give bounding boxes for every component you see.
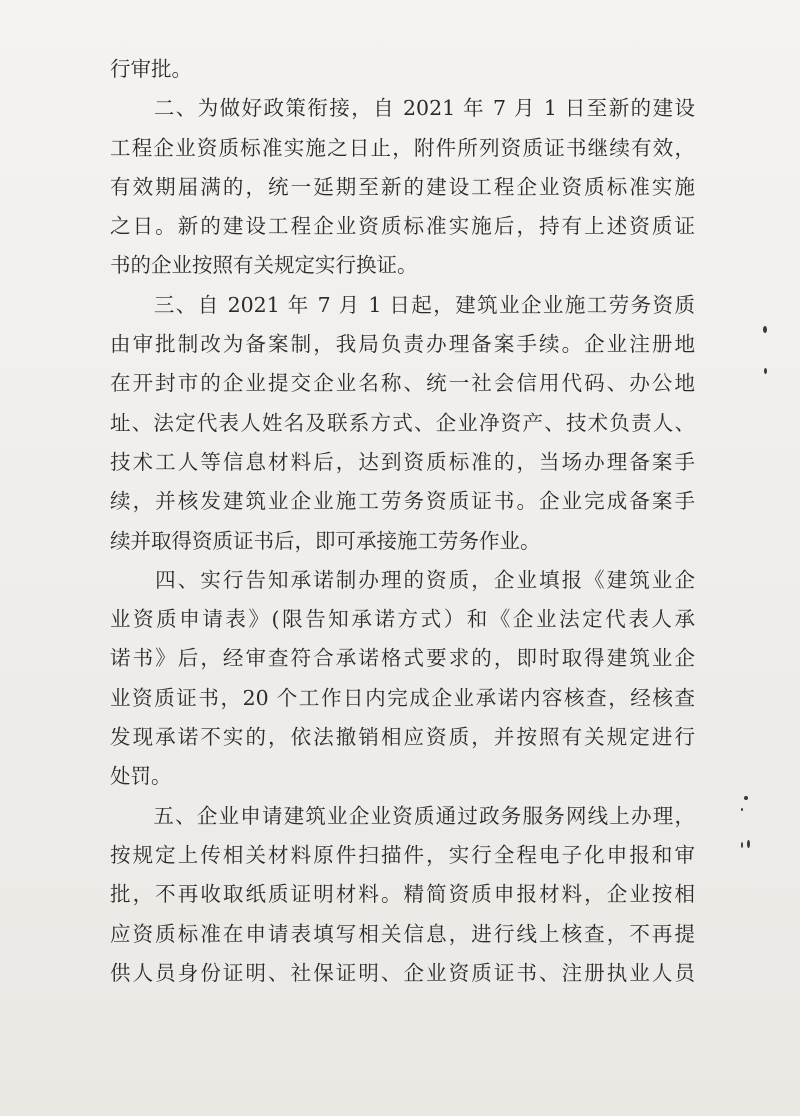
scan-speck bbox=[744, 796, 748, 800]
text-line: 发现承诺不实的，依法撤销相应资质，并按照有关规定进行 bbox=[110, 725, 695, 750]
text-line: 由审批制改为备案制，我局负责办理备案手续。企业注册地 bbox=[110, 332, 695, 357]
text-line: 业资质证书，20 个工作日内完成企业承诺内容核查，经核查 bbox=[110, 685, 695, 710]
text-line: 技术工人等信息材料后，达到资质标准的，当场办理备案手 bbox=[110, 449, 695, 474]
text-line: 址、法定代表人姓名及联系方式、企业净资产、技术负责人、 bbox=[110, 410, 695, 435]
text-line: 二、为做好政策衔接，自 2021 年 7 月 1 日至新的建设 bbox=[110, 96, 695, 121]
text-line: 书的企业按照有关规定实行换证。 bbox=[110, 253, 418, 278]
text-line: 批，不再收取纸质证明材料。精简资质申报材料，企业按相 bbox=[110, 882, 695, 907]
text-line: 续，并核发建筑业企业施工劳务资质证书。企业完成备案手 bbox=[110, 489, 695, 514]
text-line: 处罚。 bbox=[110, 764, 172, 789]
scan-speck bbox=[747, 840, 750, 848]
scan-speck bbox=[741, 842, 743, 848]
text-line: 诺书》后，经审查符合承诺格式要求的，即时取得建筑业企 bbox=[110, 646, 695, 671]
text-line: 续并取得资质证书后，即可承接施工劳务作业。 bbox=[110, 528, 541, 553]
text-line: 业资质申请表》(限告知承诺方式）和《企业法定代表人承 bbox=[110, 607, 695, 632]
text-line: 四、实行告知承诺制办理的资质，企业填报《建筑业企 bbox=[110, 567, 695, 592]
text-line: 供人员身份证明、社保证明、企业资质证书、注册执业人员 bbox=[110, 960, 695, 985]
text-line: 行审批。 bbox=[110, 57, 192, 81]
scan-speck bbox=[763, 326, 767, 333]
text-line: 应资质标准在申请表填写相关信息，进行线上核查，不再提 bbox=[110, 921, 695, 946]
scan-speck bbox=[741, 808, 743, 811]
scan-speck bbox=[764, 368, 767, 374]
text-line: 三、自 2021 年 7 月 1 日起，建筑业企业施工劳务资质 bbox=[110, 292, 695, 317]
text-line: 在开封市的企业提交企业名称、统一社会信用代码、办公地 bbox=[110, 371, 695, 396]
document-body bbox=[110, 50, 695, 993]
text-line: 之日。新的建设工程企业资质标准实施后，持有上述资质证 bbox=[110, 214, 695, 239]
text-line: 按规定上传相关材料原件扫描件，实行全程电子化申报和审 bbox=[110, 842, 695, 867]
text-line: 有效期届满的，统一延期至新的建设工程企业资质标准实施 bbox=[110, 174, 695, 199]
text-line: 工程企业资质标准实施之日止，附件所列资质证书继续有效， bbox=[110, 135, 695, 160]
text-line: 五、企业申请建筑业企业资质通过政务服务网线上办理， bbox=[110, 803, 695, 828]
